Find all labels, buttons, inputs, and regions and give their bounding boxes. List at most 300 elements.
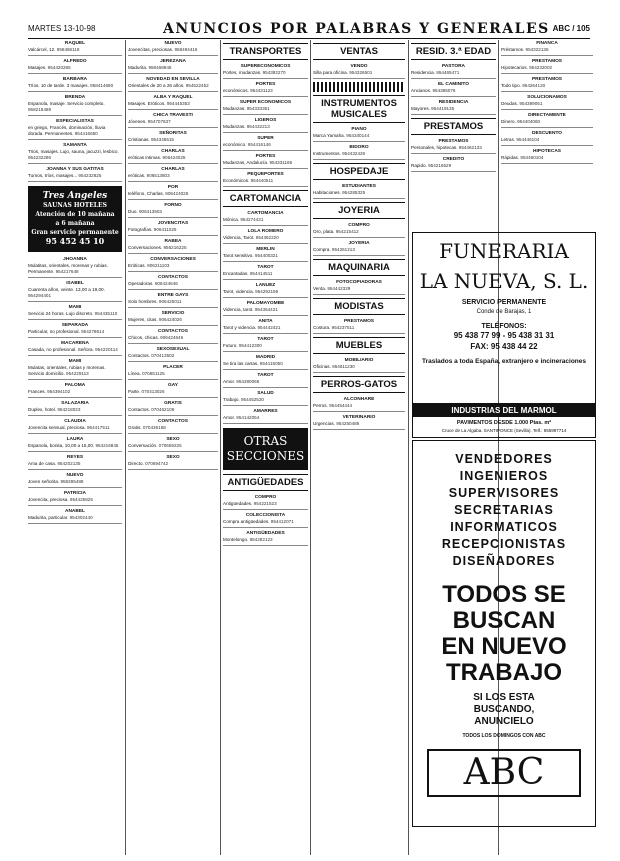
classified-ad (28, 490, 122, 506)
ad-name: COLECCIONISTA (245, 513, 286, 518)
ad-text: Costura. (313, 325, 332, 330)
classified-ad (223, 99, 308, 115)
section-heading: MODISTAS (313, 298, 405, 315)
ad-text: Ama de casa. (28, 461, 58, 466)
ad-phone: 954333351 (246, 106, 270, 111)
classified-ad (28, 322, 122, 338)
ad-phone: 954362220 (255, 235, 279, 240)
sauna-line: a 6 mañana (55, 220, 95, 227)
ad-text: Videncia, tarot. (223, 307, 255, 312)
ad-phone: 954417511 (87, 425, 110, 430)
classified-ad (128, 58, 218, 74)
ad-name: EL CAMINITO (437, 82, 469, 87)
classified-ad (28, 508, 122, 524)
decorative-bar (313, 82, 405, 92)
ad-name: BARBARA (62, 77, 88, 82)
classified-ad (223, 210, 308, 226)
ad-phone: 954425825 (69, 497, 93, 502)
ad-phone: 906513803 (146, 173, 170, 178)
classified-ad (313, 318, 405, 334)
ad-phone: 954285325 (342, 190, 366, 195)
ad-text: Perros. (313, 403, 330, 408)
ad-name: CHICA TRAVESTI (153, 113, 193, 118)
ad-name: PATRICIA (64, 491, 86, 496)
ad-phone: 954707637 (147, 119, 171, 124)
ad-text: eróticas. (128, 173, 147, 178)
abc-logo: ABC (427, 749, 581, 797)
ad-name: PALOMA (64, 383, 86, 388)
column-1 (28, 40, 122, 855)
ad-text: Personales, hipotecas. (411, 145, 459, 150)
header-title: ANUNCIOS POR PALABRAS Y GENERALES (163, 21, 550, 37)
ad-name: TAROT (257, 373, 274, 378)
ad-name: PRESTAMOS (531, 77, 563, 82)
ad-text: Mudanzas, Andalucía. (223, 160, 270, 165)
job-title-word: DISEÑADORES (452, 554, 556, 568)
ad-name: PALOMAYOMBE (246, 301, 285, 306)
column-divider (310, 40, 311, 855)
sauna-ad (28, 186, 122, 252)
ad-name: COMPRO (348, 223, 370, 228)
ad-text: Económicos. (223, 178, 251, 183)
ad-name: LAURA (66, 437, 84, 442)
ad-phone: 954435110 (94, 311, 118, 316)
classified-ad (128, 40, 218, 56)
ad-phone: 954442421 (257, 325, 281, 330)
section-heading: CARTOMANCIA (223, 190, 308, 207)
ad-phone: 954460104 (520, 155, 544, 160)
funeraria-phones-label: TELÉFONOS: (481, 323, 527, 330)
classified-ad (128, 418, 218, 434)
classified-ad (223, 63, 308, 79)
ad-name: CHARLAS (161, 167, 185, 172)
ad-phone: 954217648 (55, 269, 79, 274)
ad-text: Jovencita sensual, preciosa. (28, 425, 87, 430)
classified-ad (28, 304, 122, 320)
classified-ad (223, 264, 308, 280)
marmol-title: INDUSTRIAS DEL MARMOL (413, 405, 595, 417)
ad-phone: 954400321 (254, 253, 278, 258)
jobs-headline-line: EN NUEVO (441, 633, 567, 660)
job-title-word: SUPERVISORES (448, 486, 560, 500)
ad-name: MACARENA (61, 341, 89, 346)
classified-ad (28, 166, 122, 182)
classified-ad (223, 318, 308, 334)
ad-name: GRATIS (164, 401, 182, 406)
ad-text: Masajes. (28, 65, 48, 70)
ad-name: CONTACTOS (158, 419, 188, 424)
ad-phone: 954232286 (28, 155, 51, 160)
ad-name: ENTRE GAYS (157, 293, 189, 298)
ad-text: Amor. (223, 415, 237, 420)
classified-ad (223, 246, 308, 262)
page-header (28, 22, 590, 39)
ad-name: MAMI (68, 359, 82, 364)
section-heading: RESID. 3.ª EDAD (411, 43, 496, 60)
ad-name: LIGEROS (254, 118, 277, 123)
classified-ad (411, 138, 496, 154)
classified-ad (128, 256, 218, 272)
ad-name: POR (167, 185, 179, 190)
column-divider (408, 40, 409, 855)
ad-name: LANUEZ (255, 283, 276, 288)
job-title-word: INFORMATICOS (450, 520, 558, 534)
section-heading: MUEBLES (313, 337, 405, 354)
ad-phone: 954431123 (250, 88, 273, 93)
ad-text: Operadoras. (128, 281, 155, 286)
classified-ad (128, 292, 218, 308)
header-page-number: ABC / 105 (552, 24, 590, 33)
ad-phone: 954261213 (331, 247, 355, 252)
classified-ad (223, 390, 308, 406)
ad-text: Orientales de 20 a 26 años. (128, 83, 186, 88)
ad-name: MERLIN (256, 247, 275, 252)
ad-text: Parte. (128, 389, 142, 394)
ad-name: SUPER ECONOMICOS (239, 100, 292, 105)
ad-phone: 070694742 (145, 461, 169, 466)
job-title-word: RECEPCIONISTAS (441, 537, 567, 551)
ad-phone: 070413502 (151, 353, 175, 358)
ad-name: SOLUCIONAMOS (527, 95, 567, 100)
sauna-phone: 95 452 45 10 (45, 236, 105, 246)
ad-text: eróticas intimas. (128, 155, 163, 160)
ad-text: Residencia. (411, 70, 437, 75)
ad-phone: 954282123 (249, 537, 273, 542)
sauna-line: Gran servicio permanente (31, 229, 119, 236)
ad-name: ALFREDO (63, 59, 87, 64)
sauna-line: Atención de 10 mañana (35, 211, 115, 218)
classified-ad (128, 274, 218, 290)
ad-text: Conversaciones. (128, 245, 164, 250)
classified-ad (223, 408, 308, 424)
ad-text: Antigüedades. (223, 501, 254, 506)
ad-text: Dinero. (501, 119, 518, 124)
classified-ad (128, 382, 218, 398)
classified-ad (128, 94, 218, 110)
jobs-headline-line: TRABAJO (445, 659, 562, 686)
classified-ad (223, 171, 308, 187)
ad-text: Rápidas. (501, 155, 521, 160)
ad-phone: 906424026 (158, 317, 182, 322)
marmol-line: PAVIMENTOS DESDE 1.000 Ptas. m² (456, 420, 552, 426)
classified-ad (313, 414, 405, 430)
ad-name: PLACER (163, 365, 183, 370)
ad-name: SERVICIO (161, 311, 185, 316)
ad-text: Mudanzas. (223, 124, 247, 129)
ad-name: SEPARADA (61, 323, 89, 328)
ad-text: Contactos. (128, 407, 152, 412)
ad-text: Trios, masajes. Lujo, sauna, jacuzzi, lesbico. (28, 149, 119, 154)
ad-phone: 070413026 (141, 389, 165, 394)
ad-phone: 956216225 (163, 245, 187, 250)
ad-name: AMARRES (253, 409, 278, 414)
ad-name: PASTORA (441, 64, 465, 69)
ad-text: Oficinas. (313, 364, 333, 369)
ad-name: ANITA (258, 319, 273, 324)
ad-phone: 958285488 (60, 479, 84, 484)
ad-text: Jovencita, preciosa. (28, 497, 70, 502)
ad-text: Masajes. Eróticos. (128, 101, 167, 106)
classified-ad (313, 279, 405, 295)
ad-phone: 954331166 (269, 160, 293, 165)
ad-phone: 954326501 (349, 70, 373, 75)
ad-text: Portes, mudanzas. (223, 70, 263, 75)
funeraria-note: Traslados a toda España, extranjero e incineraciones (421, 358, 586, 365)
ad-text: Ancianos. (411, 88, 433, 93)
ad-phone: 954322136 (525, 47, 549, 52)
classified-ad (28, 118, 122, 140)
ad-name: RABEA (164, 239, 182, 244)
ad-name: SEÑORITAS (159, 131, 187, 136)
ad-phone: 954522452 (185, 83, 209, 88)
section-heading: INSTRUMENTOS MUSICALES (313, 95, 405, 123)
ad-phone: 954232002 (529, 65, 553, 70)
classified-ad (313, 144, 405, 160)
classified-ad (411, 81, 496, 97)
ad-name: GAY (168, 383, 178, 388)
ad-text: Oro, plata. (313, 229, 336, 234)
classified-ad (411, 63, 496, 79)
classified-ad (313, 126, 405, 142)
classified-ad (223, 153, 308, 169)
classified-ad (28, 400, 122, 416)
column-5 (411, 40, 496, 225)
ad-text: Instrumentos. (313, 151, 343, 156)
ad-text: Futuro. (223, 343, 239, 348)
classified-ad (28, 358, 122, 380)
column-divider (125, 40, 126, 855)
ad-text: Todo tipo. (501, 83, 523, 88)
ad-name: SUPERECONOMICOS (240, 64, 291, 69)
job-title-word: SECRETARIAS (454, 503, 554, 517)
ad-name: JOVENCITAS (157, 221, 189, 226)
classified-ad (128, 238, 218, 254)
ad-text: Compra. (313, 247, 332, 252)
ad-phone: 954394102 (47, 389, 71, 394)
ad-text: Mulatitas, orientales, morenas y rubias. Permanente. (28, 263, 108, 274)
classified-ad (28, 436, 122, 452)
marmol-ad (412, 404, 596, 438)
ad-phone: 958215489 (28, 107, 51, 112)
classified-ad (223, 81, 308, 97)
job-title-word: INGENIEROS (459, 469, 549, 483)
funeraria-company: LA NUEVA, S. L. (419, 269, 589, 293)
ad-name: DESCUENTO (531, 131, 563, 136)
column-4 (313, 40, 405, 855)
ad-phone: 070659225 (158, 443, 182, 448)
ad-name: RAQUEL (64, 41, 86, 46)
classified-ad (223, 336, 308, 352)
ad-name: SEXO (166, 437, 180, 442)
ad-phone: 954412300 (238, 343, 262, 348)
ad-text: Joven señorita. (28, 479, 61, 484)
classified-ad (128, 436, 218, 452)
header-date: MARTES 13-10-98 (28, 24, 96, 33)
ad-text: Duplex, hotel. (28, 407, 58, 412)
ad-name: SEXOSEXUAL (156, 347, 190, 352)
section-heading: JOYERIA (313, 202, 405, 219)
classified-ad (128, 400, 218, 416)
ad-phone: 070462106 (151, 407, 175, 412)
ad-phone: 954264120 (522, 83, 546, 88)
ad-name: NUEVO (164, 41, 182, 46)
ad-phone: 906211103 (147, 263, 170, 268)
ad-name: PORTES (255, 154, 276, 159)
classified-ad (128, 346, 218, 362)
funeraria-ad (412, 232, 596, 404)
ad-text: Tríos. 10 de tarde. 3 masajes. (28, 83, 91, 88)
ad-text: Cristianas. (128, 137, 151, 142)
classified-ad (313, 396, 405, 412)
jobs-tagline: TODOS LOS DOMINGOS CON ABC (462, 733, 546, 739)
ad-phone: 954385076 (432, 88, 456, 93)
classified-ad (128, 130, 218, 146)
ad-text: Encantadas. (223, 271, 250, 276)
ad-name: CARTOMANCIA (247, 211, 284, 216)
ad-phone: 954292195 (255, 289, 279, 294)
ad-phone: 954432213 (246, 124, 270, 129)
ad-name: SAMANTA (63, 143, 87, 148)
ad-name: MADRID (255, 355, 276, 360)
ad-text: Conversación. (128, 443, 159, 448)
ad-text: Amor. (223, 379, 237, 384)
classified-ad (28, 472, 122, 488)
ad-phone: 070436168 (142, 425, 166, 430)
classified-ad (28, 454, 122, 470)
ad-phone: 954354421 (254, 307, 278, 312)
ad-name: CHARLAS (161, 149, 185, 154)
ad-phone: 954442329 (327, 286, 351, 291)
ad-phone: 954302440 (69, 515, 93, 520)
ad-name: CONVERSACIONES (150, 257, 196, 262)
jobs-subhead-line: SI LOS ESTA (473, 692, 535, 703)
classified-ad (313, 240, 405, 256)
ad-phone: 954414511 (249, 271, 273, 276)
classified-ad (128, 364, 218, 380)
ad-text: Turnos, tríos, masajes... (28, 173, 79, 178)
section-heading: TRANSPORTES (223, 43, 308, 60)
ad-phone: 954454444 (329, 403, 353, 408)
column-2 (128, 40, 218, 855)
ad-phone: 954432426 (342, 151, 366, 156)
ad-name: BRENDA (64, 95, 86, 100)
ad-text: Frances. (28, 389, 48, 394)
ad-text: Venta. (313, 286, 328, 291)
ad-phone: 958486118 (56, 47, 80, 52)
ad-text: Eróticas. (128, 263, 148, 268)
ad-phone: 954416650 (74, 131, 98, 136)
ad-text: Solo hombres. (128, 299, 159, 304)
ad-text: Jovencitas, preciosas. (128, 47, 175, 52)
classified-ad (501, 94, 593, 110)
classified-ad (128, 310, 218, 326)
ad-phone: 906413503 (138, 209, 162, 214)
ad-phone: 954416050 (259, 361, 283, 366)
classified-ad (128, 454, 218, 470)
ad-name: PEQUEPORTES (247, 172, 284, 177)
ad-text: Tarot sensitivo. (223, 253, 255, 258)
classified-ad (223, 135, 308, 151)
ad-phone: 954229113 (66, 371, 89, 376)
classified-ad (501, 112, 593, 128)
classified-ad (128, 220, 218, 236)
ad-name: RESIDENCIA (438, 100, 469, 105)
ad-name: ESPECIALISTAS (56, 119, 94, 124)
classified-ad (28, 58, 122, 74)
ad-text: Contactos. (128, 353, 152, 358)
classified-ad (501, 58, 593, 74)
ad-name: ALCONHARE (343, 397, 375, 402)
ad-phone: 954215412 (335, 229, 359, 234)
ad-phone: 906424646 (160, 335, 184, 340)
classified-ad (128, 166, 218, 182)
classified-ad (501, 76, 593, 92)
funeraria-fax: FAX: 95 438 44 22 (470, 342, 538, 351)
classified-ad (28, 256, 122, 278)
ad-text: Hipotecarios. (501, 65, 530, 70)
ad-text: Se tira las cartas. (223, 361, 260, 366)
ad-name: REYES (66, 455, 84, 460)
classified-ad (223, 228, 308, 244)
classified-ad (313, 357, 405, 373)
ad-phone: 958494416 (174, 47, 198, 52)
section-heading: MAQUINARIA (313, 259, 405, 276)
classified-ad (28, 382, 122, 398)
ad-phone: 954465471 (436, 70, 460, 75)
ad-name: PRESTAMOS (438, 139, 469, 144)
funeraria-service: SERVICIO PERMANENTE (461, 299, 547, 306)
ad-text: Tarot, videncia. (223, 289, 256, 294)
classified-ad (128, 148, 218, 164)
jobs-ad (412, 440, 596, 827)
ad-text: Chicos, chicas. (128, 335, 161, 340)
ad-phone: 954216529 (428, 163, 452, 168)
classified-ad (313, 63, 405, 79)
classified-ad (223, 530, 308, 546)
ad-phone: 906411025 (153, 227, 177, 232)
ad-name: TAROT (257, 265, 274, 270)
classified-ad (128, 76, 218, 92)
ad-name: ANABEL (65, 509, 85, 514)
ad-name: VENDO (350, 64, 368, 69)
ad-name: NOVEDAD EN SEVILLA (146, 77, 200, 82)
ad-text: Compra antigüedades. (223, 519, 271, 524)
ad-text: en griego, Francés, dominación, lluvia dorada. Permanentes. (28, 125, 106, 136)
ad-phone: 954446104 (516, 137, 540, 142)
ad-name: JHOANNA (63, 257, 87, 262)
classified-ad (313, 222, 405, 238)
classified-ad (501, 148, 593, 164)
classified-ad (501, 130, 593, 146)
section-heading: HOSPEDAJE (313, 163, 405, 180)
ad-phone: 954216845 (95, 443, 119, 448)
ad-text: Trabajo. (223, 397, 241, 402)
classified-ad (128, 202, 218, 218)
jobs-headline-line: TODOS SE (442, 581, 566, 608)
classified-ad (223, 372, 308, 388)
ad-text: teléfono. Charlas. (128, 191, 166, 196)
ad-text: Préstamos. (501, 47, 526, 52)
classified-ad (128, 184, 218, 200)
ad-name: CONTACTOS (158, 329, 188, 334)
classified-ad (223, 282, 308, 298)
ad-text: Directo. (128, 461, 146, 466)
ad-text: Madurita, particular. (28, 515, 70, 520)
ad-name: VETERINARIO (342, 415, 376, 420)
ad-text: Mónica. (223, 217, 241, 222)
ad-name: FORNO (164, 203, 182, 208)
ad-name: PRESTAMOS (343, 319, 375, 324)
